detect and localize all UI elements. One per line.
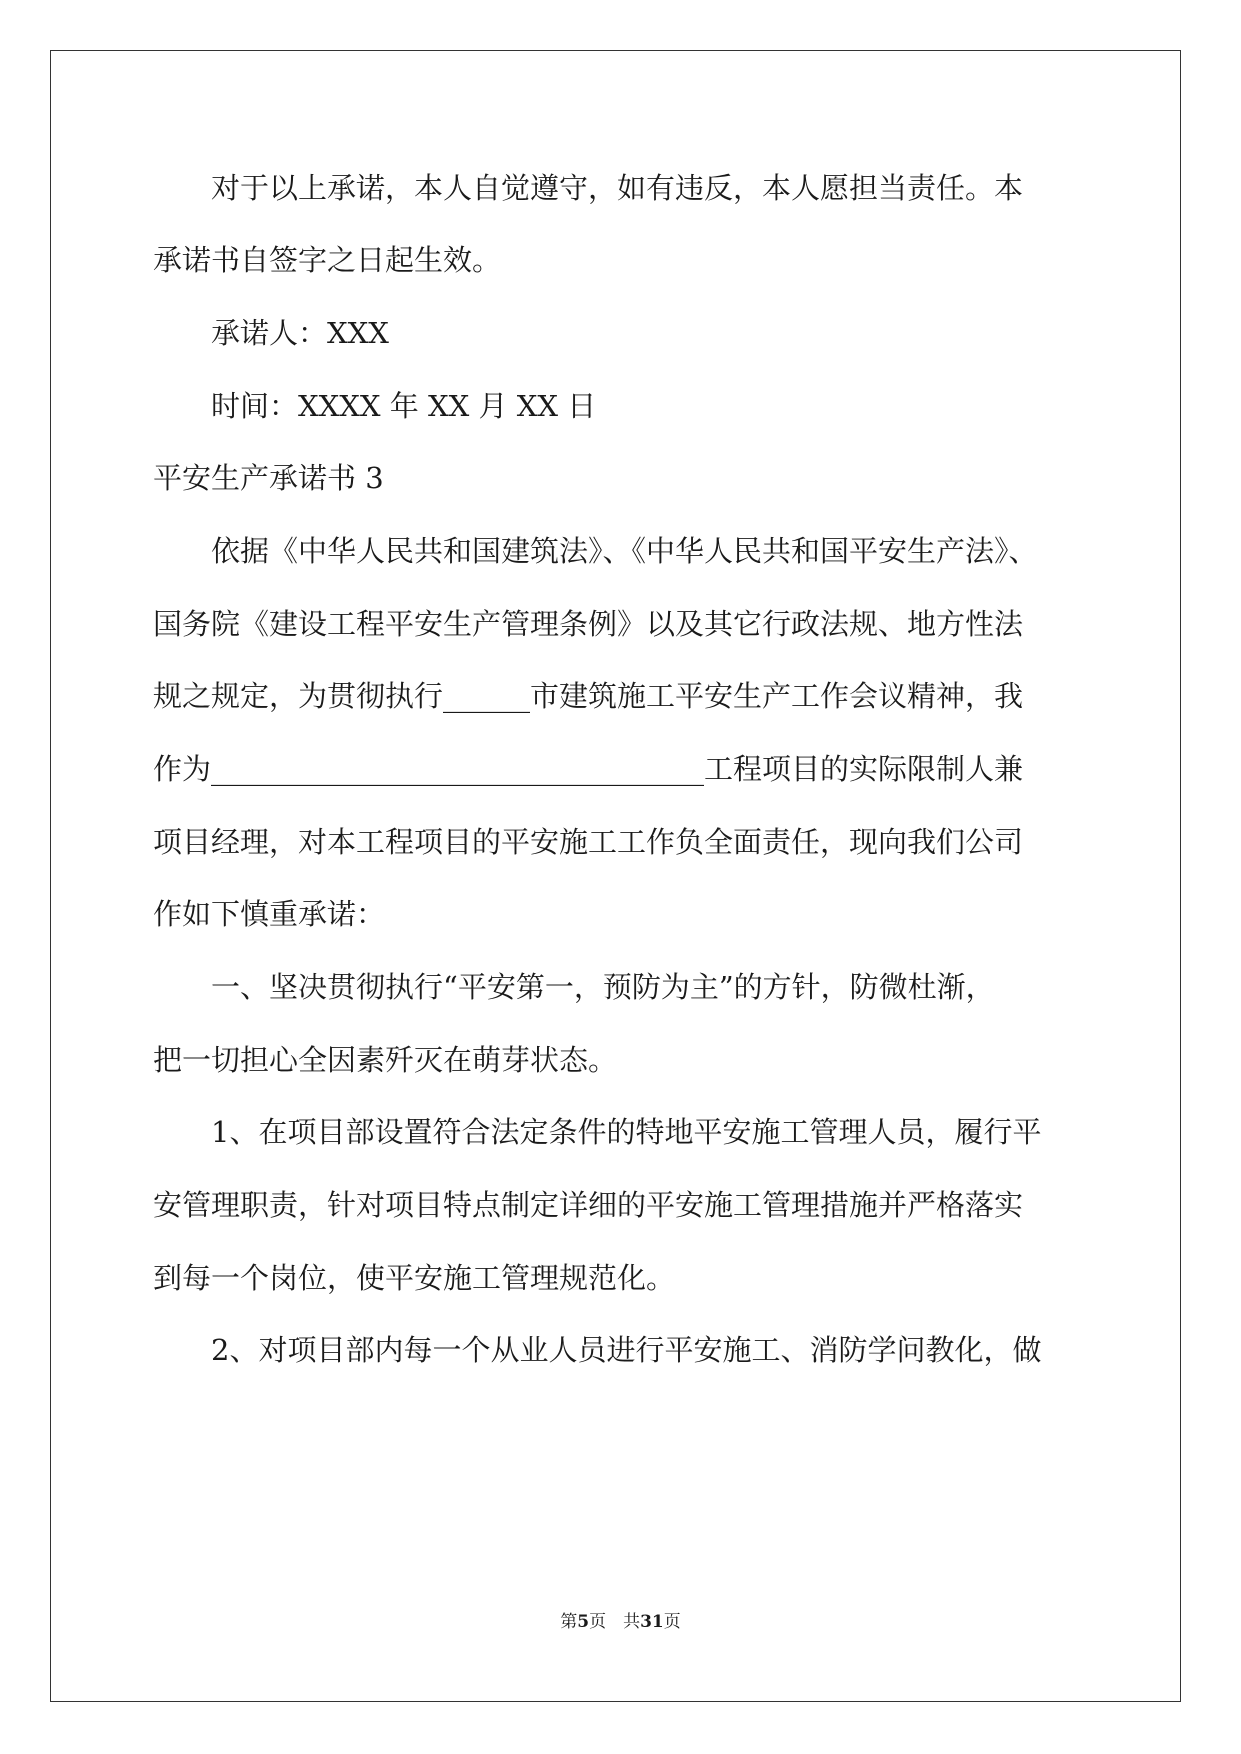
text-line: 依据《中华人民共和国建筑法》、《中华人民共和国平安生产法》、 xyxy=(153,534,1038,568)
text-line: 承诺书自签字之日起生效。 xyxy=(153,243,502,277)
section-heading: 平安生产承诺书 3 xyxy=(153,461,384,495)
page-number-footer xyxy=(0,1610,1241,1634)
text-line: 作为__________________________________工程项目的实际限制人兼 xyxy=(153,752,1024,786)
text-line: 承诺人：XXX xyxy=(153,316,389,350)
text-line: 规之规定，为贯彻执行______市建筑施工平安生产工作会议精神，我 xyxy=(153,679,1024,713)
text-line: 安管理职责，针对项目特点制定详细的平安施工管理措施并严格落实 xyxy=(153,1188,1024,1222)
text-line: 把一切担心全因素歼灭在萌芽状态。 xyxy=(153,1043,618,1077)
page-current: 5 xyxy=(577,1612,590,1632)
text-line: 1、在项目部设置符合法定条件的特地平安施工管理人员，履行平 xyxy=(153,1115,1042,1149)
text-line: 一、坚决贯彻执行“平安第一，预防为主”的方针，防微杜渐， xyxy=(153,970,995,1004)
page-prefix: 第 xyxy=(560,1612,578,1632)
page-suffix: 页 xyxy=(663,1612,681,1632)
text-line: 对于以上承诺，本人自觉遵守，如有违反，本人愿担当责任。本 xyxy=(153,171,1024,205)
text-line: 到每一个岗位，使平安施工管理规范化。 xyxy=(153,1261,676,1295)
text-line: 国务院《建设工程平安生产管理条例》以及其它行政法规、地方性法 xyxy=(153,607,1024,641)
page-border xyxy=(50,50,1181,1702)
text-line: 作如下慎重承诺： xyxy=(153,897,386,931)
text-line: 2、对项目部内每一个从业人员进行平安施工、消防学问教化，做 xyxy=(153,1333,1042,1367)
text-line: 时间：XXXX 年 XX 月 XX 日 xyxy=(153,389,597,423)
page-total: 31 xyxy=(640,1612,664,1632)
text-line: 项目经理，对本工程项目的平安施工工作负全面责任，现向我们公司 xyxy=(153,825,1024,859)
page-mid: 页 共 xyxy=(589,1612,641,1632)
